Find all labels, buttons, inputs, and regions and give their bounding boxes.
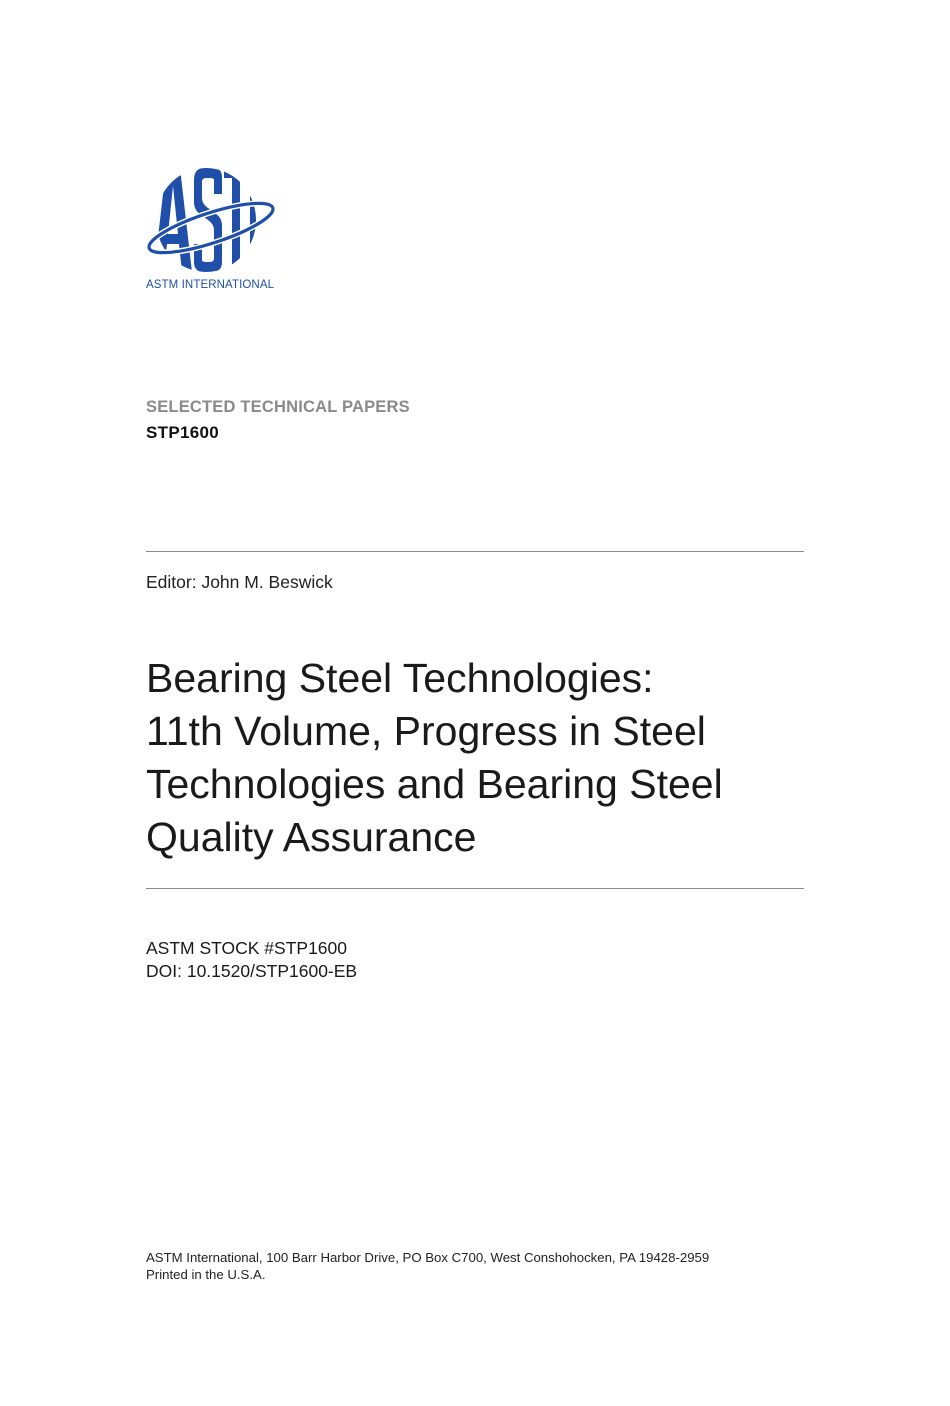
series-label: SELECTED TECHNICAL PAPERS (146, 398, 410, 416)
printed-in: Printed in the U.S.A. (146, 1267, 266, 1282)
title-line: Bearing Steel Technologies: (146, 655, 654, 701)
divider-top (146, 551, 804, 552)
editor-line: Editor: John M. Beswick (146, 572, 333, 592)
astm-logo-icon (144, 168, 278, 278)
identifiers-block (146, 937, 357, 983)
title-line: 11th Volume, Progress in Steel (146, 708, 706, 754)
logo-caption: ASTM INTERNATIONAL (146, 279, 275, 291)
stock-number: ASTM STOCK #STP1600 (146, 938, 348, 958)
doi: DOI: 10.1520/STP1600-EB (146, 961, 358, 981)
publisher-address: ASTM International, 100 Barr Harbor Drive, PO Box C700, West Conshohocken, PA 19428-2959 (146, 1250, 710, 1265)
publisher-footer (146, 1249, 709, 1283)
stp-number: STP1600 (146, 423, 219, 442)
divider-bottom (146, 888, 804, 889)
book-title (146, 652, 804, 864)
title-line: Quality Assurance (146, 814, 477, 860)
title-line: Technologies and Bearing Steel (146, 761, 723, 807)
